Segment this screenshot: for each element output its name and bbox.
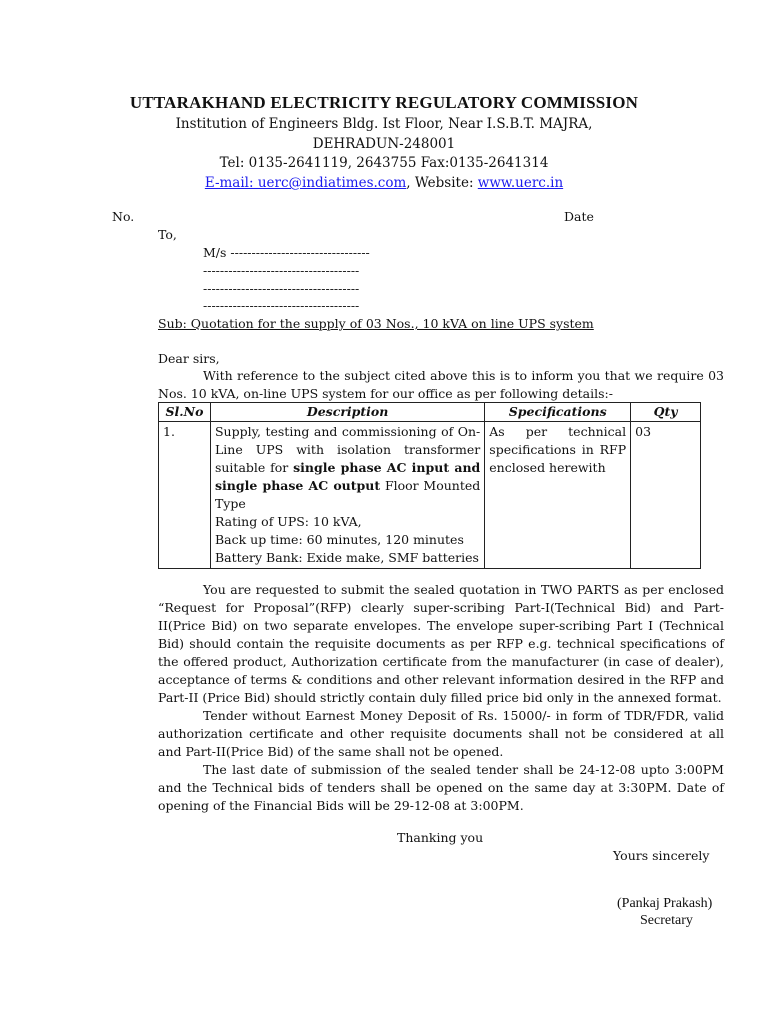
- intro-text: With reference to the subject cited above this is to inform you that we require 03 Nos. 10 kVA, on-line UPS system for our office as per following details:-: [158, 368, 724, 401]
- cell-specifications: As per technical specifications in RFP enclosed herewith: [485, 422, 631, 569]
- recipient-line-2: -------------------------------------: [203, 263, 360, 278]
- desc-battery: Battery Bank: Exide make, SMF batteries: [214, 550, 479, 565]
- header-specifications: Specifications: [485, 403, 631, 422]
- body-paragraph-3-text: The last date of submission of the sealed tender shall be 24-12-08 upto 3:00PM and the Technical bids of tenders shall be opened on the same day at 3:30PM. Date of opening of the Financial Bids will be 29-12-08 at 3:00PM.: [158, 762, 724, 813]
- desc-text: Supply, testing and commissioning of On-Line UPS with isolation transformer suitable for: [214, 424, 481, 475]
- body-paragraph-1-text: You are requested to submit the sealed quotation in TWO PARTS as per enclosed “Request for Proposal”(RFP) clearly super-scribing Part-I(Technical Bid) and Part-II(Price Bid) on two separate envelopes. The envelope super-scribing Part I (Technical Bid) should contain the requisite documents as per RFP e.g. technical specifications of the offered product, Authorization certificate from the manufacturer (in case of dealer), acceptance of terms & conditions and other relevant information desired in the RFP and Part-II (Price Bid) should strictly contain duly filled price bid only in the annexed format.: [158, 582, 724, 705]
- cell-qty: 03: [631, 422, 701, 569]
- cell-slno: 1.: [159, 422, 211, 569]
- header-description: Description: [210, 403, 484, 422]
- recipient-line-1: M/s ---------------------------------: [203, 245, 370, 260]
- ref-no-label: No.: [112, 209, 135, 224]
- salutation: Dear sirs,: [158, 351, 220, 366]
- signatory-title: Secretary: [640, 913, 693, 928]
- organization-title: UTTARAKHAND ELECTRICITY REGULATORY COMMISSION: [129, 93, 639, 112]
- to-label: To,: [158, 227, 177, 242]
- address-line-2: DEHRADUN-248001: [312, 136, 456, 152]
- website-label: , Website:: [406, 175, 478, 191]
- intro-paragraph: [158, 367, 724, 403]
- table-row: [159, 422, 701, 569]
- subject-line: Sub: Quotation for the supply of 03 Nos., 10 kVA on line UPS system: [158, 316, 594, 331]
- body-paragraph-2-text: Tender without Earnest Money Deposit of Rs. 15000/- in form of TDR/FDR, valid authorization certificate and other requisite documents shall not be considered at all and Part-II(Price Bid) of the same shall not be opened.: [158, 708, 724, 759]
- desc-backup: Back up time: 60 minutes, 120 minutes: [214, 532, 464, 547]
- body-text: [158, 581, 724, 815]
- email-link[interactable]: E-mail: uerc@indiatimes.com: [204, 175, 407, 191]
- desc-post-text: Floor Mounted Type: [214, 478, 481, 511]
- date-label: Date: [564, 209, 594, 224]
- yours-sincerely: Yours sincerely: [613, 848, 710, 863]
- recipient-line-4: -------------------------------------: [203, 298, 360, 313]
- phone-fax-line: Tel: 0135-2641119, 2643755 Fax:0135-2641314: [219, 155, 549, 171]
- website-link[interactable]: www.uerc.in: [477, 175, 564, 191]
- thanking-you: Thanking you: [397, 830, 484, 845]
- header-qty: Qty: [631, 403, 701, 422]
- table-header-row: [159, 403, 701, 422]
- body-paragraph-1: [158, 581, 724, 707]
- header-slno: Sl.No: [159, 403, 211, 422]
- body-paragraph-2: [158, 707, 724, 761]
- cell-description: [210, 422, 484, 569]
- signatory-name: (Pankaj Prakash): [617, 896, 713, 911]
- desc-rating: Rating of UPS: 10 kVA,: [214, 514, 362, 529]
- address-line-1: Institution of Engineers Bldg. Ist Floor, Near I.S.B.T. MAJRA,: [175, 116, 593, 132]
- items-table: [158, 402, 701, 569]
- body-paragraph-3: [158, 761, 724, 815]
- contact-line: [0, 175, 768, 191]
- desc-bold-text: single phase AC input and single phase AC output: [214, 460, 481, 493]
- recipient-line-3: -------------------------------------: [203, 281, 360, 296]
